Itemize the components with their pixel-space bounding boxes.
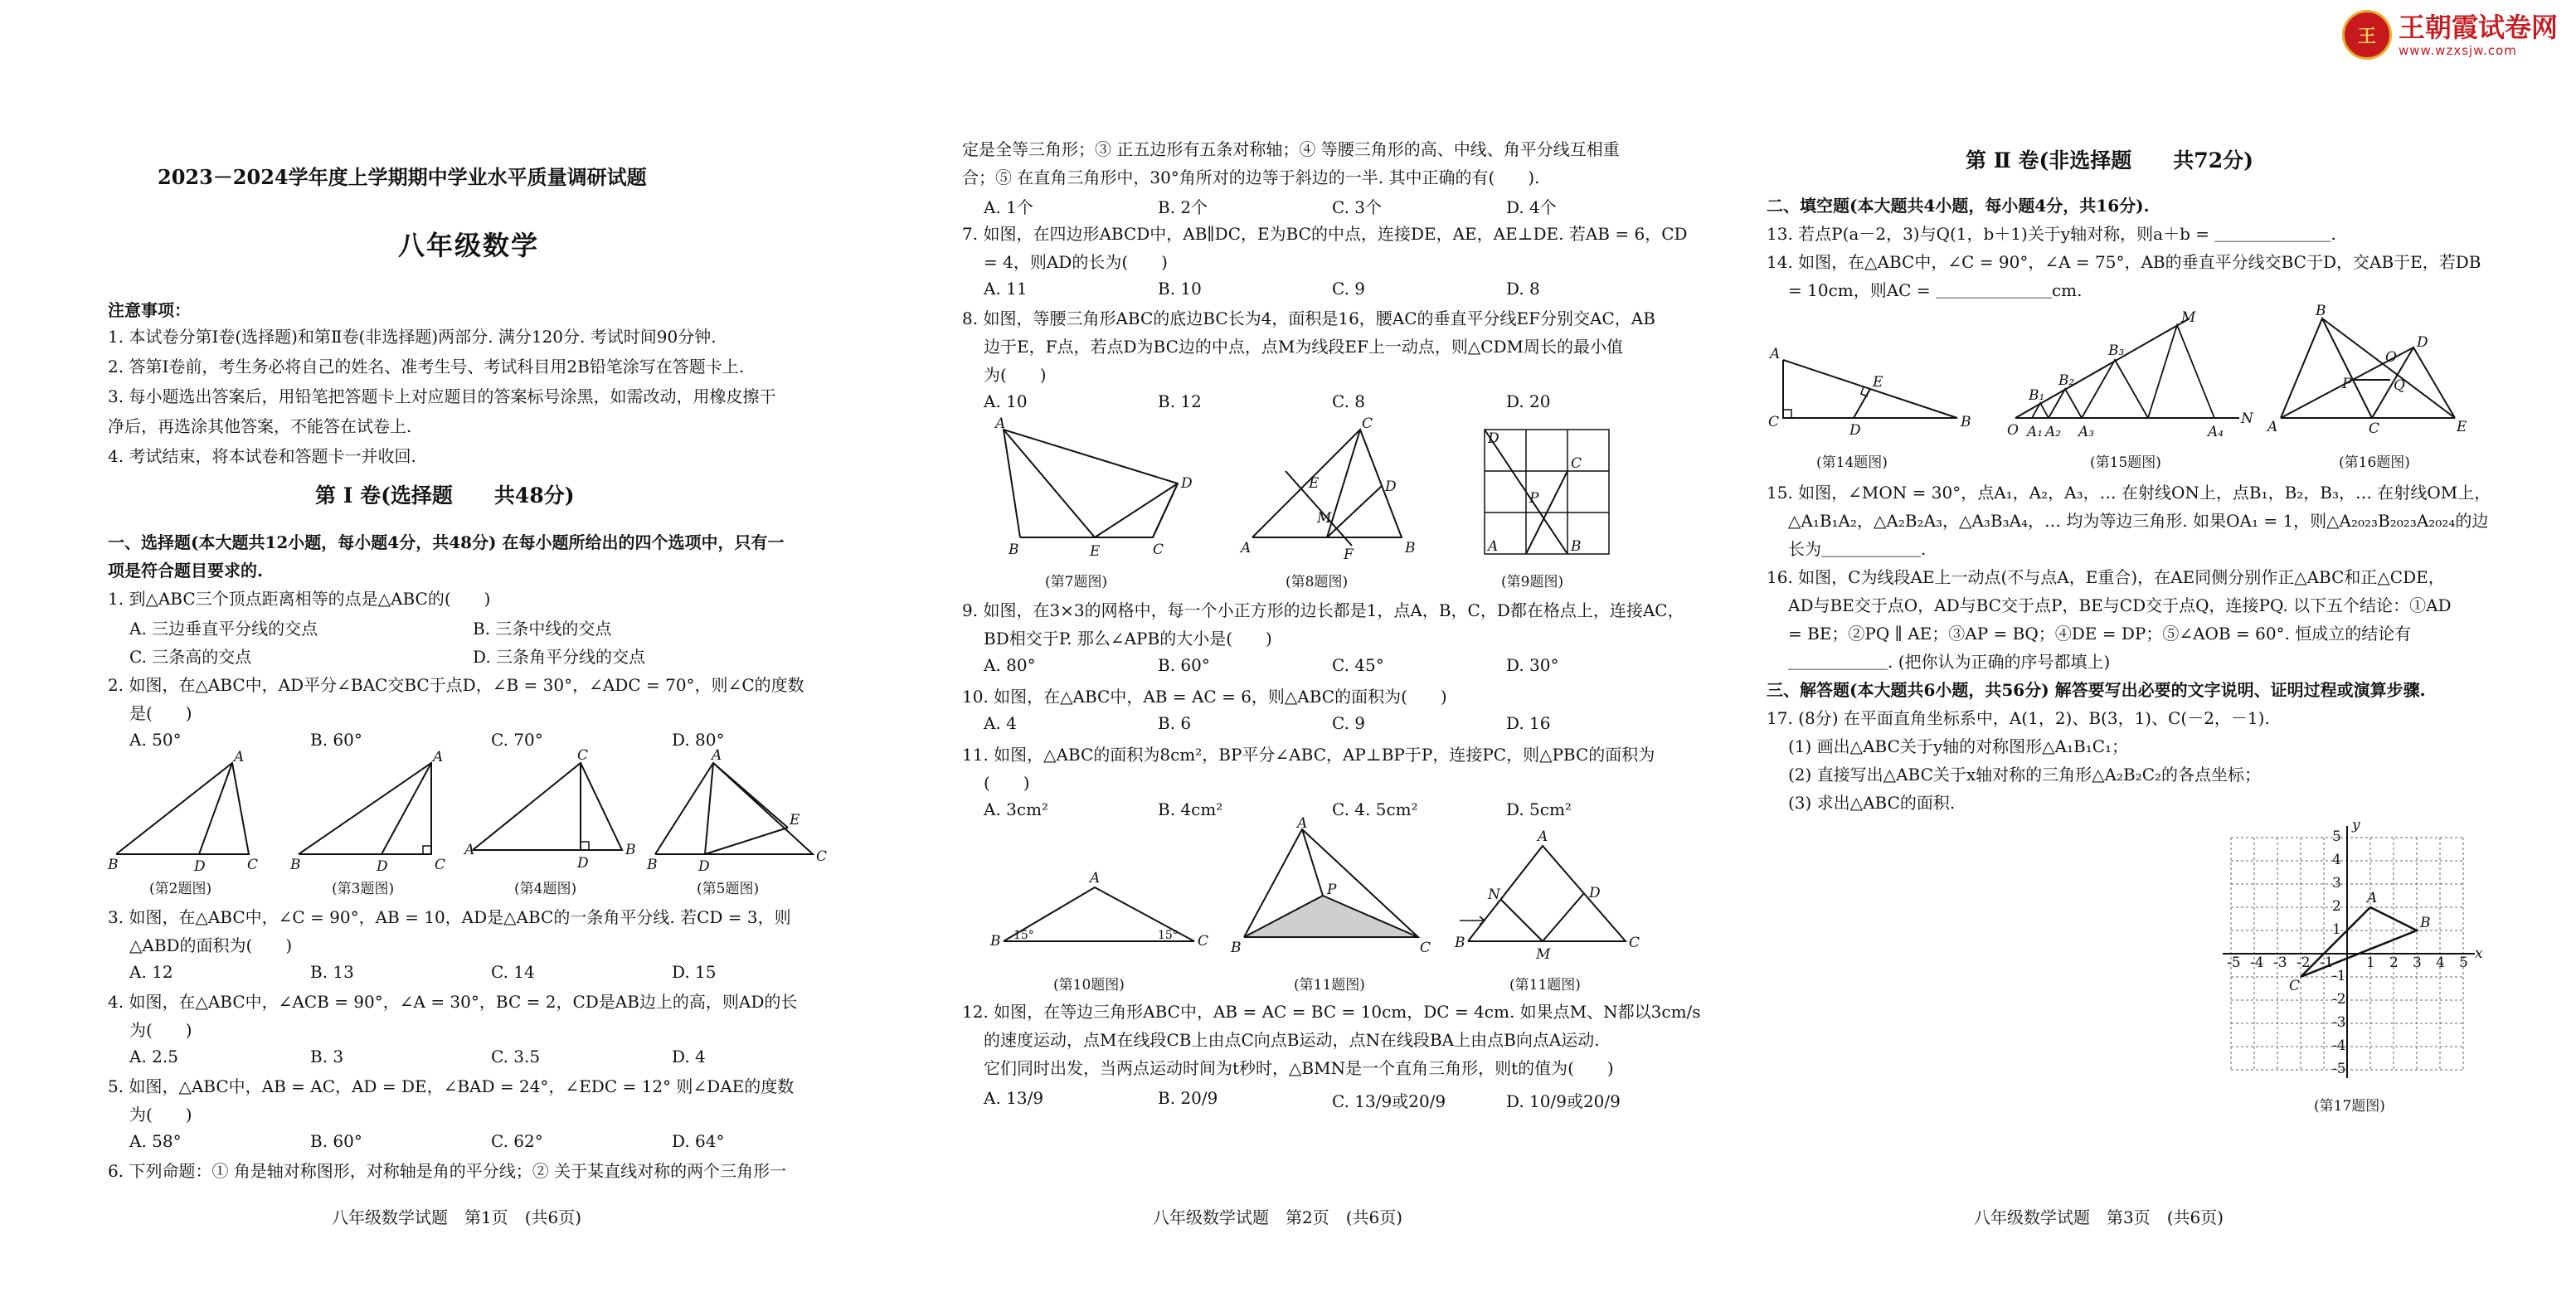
svg-text:-2: -2 [2297,955,2311,971]
svg-text:2: 2 [2389,955,2399,971]
svg-text:D: D [2417,334,2428,351]
q1-option-d: D. 三条角平分线的交点 [473,647,646,667]
page2-footer: 八年级数学试题 第2页 (共6页) [1153,1207,1403,1227]
angle-c-label: 15° [1158,929,1179,942]
q10-option-c: C. 9 [1332,713,1366,733]
fig15-caption: (第15题图) [2090,454,2161,471]
note-4: 4. 考试结束，将本试卷和答题卡一并收回. [108,446,416,466]
svg-text:1: 1 [2366,955,2375,971]
svg-text:A: A [1538,828,1548,845]
q9-stem-1: 9. 如图，在3×3的网格中，每一个小正方形的边长都是1，点A，B，C，D都在格点上，连接AC， [962,600,1684,620]
logo-badge-icon: 王 [2342,10,2392,60]
q12-option-b: B. 20/9 [1158,1088,1218,1108]
svg-text:C: C [1768,414,1780,430]
q7-option-b: B. 10 [1158,279,1202,299]
q17-part3: (3) 求出△ABC的面积. [1788,793,1956,813]
q9-option-a: A. 80° [984,655,1036,675]
q15-stem-2: △A₁B₁A₂，△A₂B₂A₃，△A₃B₃A₄，… 均为等边三角形. 如果OA₁ = 1，则△A₂₀₂₃B₂₀₂₃A₂₀₂₄的边 [1788,511,2489,531]
figure-q3 [290,749,456,882]
q8-stem-2: 边于E，F点，若点D为BC边的中点，点M为线段EF上一动点，则△CDM周长的最小值 [984,337,1624,357]
q6-stem-3: 合；⑤ 在直角三角形中，30°角所对的边等于斜边的一半. 其中正确的有( ). [962,168,1540,187]
logo-name: 王朝霞试卷网 [2398,12,2558,43]
figure-q15 [2007,310,2256,446]
svg-text:-3: -3 [2332,1014,2346,1031]
svg-text:A₁: A₁ [2027,424,2044,440]
svg-text:B: B [990,933,1001,950]
svg-text:D: D [1385,479,1397,495]
fig9-caption: (第9题图) [1501,574,1564,590]
q6-stem-2: 定是全等三角形；③ 正五边形有五条对称轴；④ 等腰三角形的高、中线、角平分线互相重 [962,139,1620,159]
q16-stem-4: ＿＿＿＿＿＿. (把你认为正确的序号都填上) [1788,652,2111,672]
svg-text:x: x [2475,945,2483,962]
svg-text:F: F [1344,547,1354,563]
svg-text:C: C [1420,940,1431,956]
q3-option-d: D. 15 [672,962,717,982]
fig17-caption: (第17题图) [2314,1098,2385,1115]
svg-text:C: C [435,857,446,873]
q5-option-a: A. 58° [129,1131,182,1151]
q17-part1: (1) 画出△ABC关于y轴的对称图形△A₁B₁C₁； [1788,736,2129,756]
q6-option-b: B. 2个 [1158,197,1208,217]
svg-text:E: E [2457,419,2467,435]
svg-text:B: B [1961,414,1971,430]
q3-option-c: C. 14 [491,962,535,982]
q7-option-c: C. 9 [1332,279,1366,299]
notes-title: 注意事项： [108,300,191,320]
svg-text:-4: -4 [2332,1037,2346,1054]
svg-text:5: 5 [2459,955,2468,971]
q5-option-c: C. 62° [491,1131,543,1151]
svg-text:-1: -1 [2332,968,2346,984]
q5-option-d: D. 64° [672,1131,725,1151]
svg-text:-3: -3 [2273,955,2287,971]
svg-text:M: M [1317,510,1332,527]
q8-stem-1: 8. 如图，等腰三角形ABC的底边BC长为4，面积是16，腰AC的垂直平分线EF分别交AC，AB [962,308,1655,328]
q4-option-c: C. 3.5 [491,1047,541,1066]
q2-stem-1: 2. 如图，在△ABC中，AD平分∠BAC交BC于点D，∠B = 30°，∠ADC = 70°，则∠C的度数 [108,675,804,695]
svg-text:D: D [577,855,589,872]
q6-option-d: D. 4个 [1506,197,1557,217]
part2-title: 第 Ⅱ 卷(非选择题 共72分) [1966,148,2253,172]
q5-stem-1: 5. 如图，△ABC中，AB = AC，AD = DE，∠BAD = 24°，∠EDC = 12° 则∠DAE的度数 [108,1076,795,1096]
part1-title: 第 Ⅰ 卷(选择题 共48分) [315,483,575,508]
svg-text:M: M [2181,309,2196,326]
q12-option-a: A. 13/9 [984,1088,1044,1108]
fig2-caption: (第2题图) [149,881,212,897]
q7-option-a: A. 11 [984,279,1028,299]
subject-title: 八年级数学 [398,230,540,261]
page3-footer: 八年级数学试题 第3页 (共6页) [1974,1207,2224,1227]
figure-q17 [2214,817,2483,1090]
q12-option-d: D. 10/9或20/9 [1506,1091,1621,1111]
svg-text:-5: -5 [2227,955,2241,971]
q4-stem-1: 4. 如图，在△ABC中，∠ACB = 90°，∠A = 30°，BC = 2，CD是AB边上的高，则AD的长 [108,992,798,1012]
svg-text:E: E [1873,374,1883,391]
svg-text:B: B [108,857,119,873]
figure-q5 [647,747,829,882]
svg-text:A: A [1090,870,1101,887]
svg-text:-4: -4 [2250,955,2264,971]
svg-text:A: A [1297,815,1308,832]
fig16-caption: (第16题图) [2339,454,2410,471]
svg-text:C: C [1362,415,1373,432]
svg-text:A: A [1488,538,1499,555]
q1-option-b: B. 三条中线的交点 [473,619,612,639]
q4-option-a: A. 2.5 [129,1047,178,1066]
fig8-caption: (第8题图) [1286,574,1349,590]
q4-option-b: B. 3 [310,1047,344,1066]
svg-text:D: D [1589,885,1601,901]
q7-stem-1: 7. 如图，在四边形ABCD中，AB∥DC，E为BC的中点，连接DE，AE，AE⊥DE. 若AB = 6，CD [962,224,1688,244]
logo-url: www.wzxsjw.com [2398,43,2517,58]
svg-text:P: P [1327,882,1337,898]
q9-option-c: C. 45° [1332,655,1384,675]
svg-text:A₂: A₂ [2045,424,2062,440]
q11-option-d: D. 5cm² [1506,799,1572,819]
svg-text:B₁: B₁ [2029,387,2045,404]
q12-stem-1: 12. 如图，在等边三角形ABC中，AB = AC = BC = 10cm，DC = 4cm. 如果点M、N都以3cm/s [962,1002,1701,1022]
q3-stem-1: 3. 如图，在△ABC中，∠C = 90°，AB = 10，AD是△ABC的一条角平分线. 若CD = 3，则 [108,907,791,927]
q12-stem-2: 的速度运动，点M在线段CB上由点C向点B运动，点N在线段BA上由点B向点A运动. [984,1030,1600,1050]
figure-q16 [2264,302,2480,446]
svg-text:C: C [1629,935,1640,951]
q16-stem-3: = BE；②PQ ∥ AE；③AP = BQ；④DE = DP；⑤∠AOB = 60°. 恒成立的结论有 [1788,624,2412,644]
fig11a-caption: (第11题图) [1294,977,1365,994]
fig14-caption: (第14题图) [1816,454,1888,471]
q2-option-b: B. 60° [310,730,362,750]
q13-stem: 13. 若点P(a－2，3)与Q(1，b＋1)关于y轴对称，则a＋b = ＿＿＿＿＿＿＿. [1767,224,2336,244]
figure-q8 [1236,415,1435,566]
q8-option-b: B. 12 [1158,391,1202,411]
svg-text:M: M [1536,946,1551,963]
svg-text:A: A [1770,346,1781,362]
q2-stem-2: 是( ) [129,703,192,723]
page1-footer: 八年级数学试题 第1页 (共6页) [332,1207,582,1227]
q2-option-a: A. 50° [129,730,182,750]
q10-option-a: A. 4 [984,713,1017,733]
q4-option-d: D. 4 [672,1047,706,1066]
svg-text:B: B [625,842,636,858]
svg-text:C: C [1571,455,1582,472]
q1-option-a: A. 三边垂直平分线的交点 [129,619,318,639]
figure-q2 [108,749,274,882]
svg-text:5: 5 [2332,828,2341,845]
svg-text:B: B [1231,940,1242,956]
note-3b: 净后，再选涂其他答案，不能答在试卷上. [108,416,412,436]
q11-stem-2: ( ) [984,773,1030,793]
section1-line1: 一、选择题(本大题共12小题，每小题4分，共48分) 在每小题所给出的四个选项中，只有一 [108,532,785,552]
q5-stem-2: 为( ) [129,1105,192,1125]
svg-text:A: A [2367,890,2378,906]
q3-option-a: A. 12 [129,962,173,982]
svg-text:D: D [1849,422,1861,439]
svg-text:B: B [2420,915,2431,931]
svg-text:-5: -5 [2332,1061,2346,1077]
svg-text:2: 2 [2332,898,2341,915]
q8-option-c: C. 8 [1332,391,1366,411]
q11-stem-1: 11. 如图，△ABC的面积为8cm²，BP平分∠ABC，AP⊥BP于P，连接PC，则△PBC的面积为 [962,745,1655,765]
q15-stem-1: 15. 如图，∠MON = 30°，点A₁，A₂，A₃，… 在射线ON上，点B₁，B₂，B₃，… 在射线OM上， [1767,483,2491,503]
q9-stem-2: BD相交于P. 那么∠APB的大小是( ) [984,629,1272,649]
q6-option-a: A. 1个 [984,197,1033,217]
note-3: 3. 每小题选出答案后，用铅笔把答题卡上对应题目的答案标号涂黑，如需改动，用橡皮擦干 [108,386,776,406]
q14-stem-1: 14. 如图，在△ABC中，∠C = 90°，∠A = 75°，AB的垂直平分线交BC于D，交AB于E，若DB [1767,252,2481,272]
q10-option-b: B. 6 [1158,713,1192,733]
q12-stem-3: 它们同时出发，当两点运动时间为t秒时，△BMN是一个直角三角形，则t的值为( ) [984,1058,1614,1078]
q2-option-c: C. 70° [491,730,543,750]
svg-text:B: B [1009,542,1019,558]
svg-text:A: A [2267,419,2278,435]
svg-text:D: D [377,858,388,875]
q1-option-c: C. 三条高的交点 [129,647,252,667]
q2-option-d: D. 80° [672,730,725,750]
section2-title: 二、填空题(本大题共4小题，每小题4分，共16分). [1767,196,2150,216]
svg-text:3: 3 [2332,875,2341,891]
q6-stem-1: 6. 下列命题：① 角是轴对称图形，对称轴是角的平分线；② 关于某直线对称的两个三角形一 [108,1161,787,1181]
svg-text:A: A [712,747,722,764]
q17-part2: (2) 直接写出△ABC关于x轴对称的三角形△A₂B₂C₂的各点坐标； [1788,765,2262,785]
q8-option-a: A. 10 [984,391,1028,411]
q3-stem-2: △ABD的面积为( ) [129,935,293,955]
svg-text:D: D [194,858,206,875]
figure-q4 [464,747,636,882]
q8-stem-3: 为( ) [984,365,1047,385]
q4-stem-2: 为( ) [129,1020,192,1040]
page-2 [962,0,1701,1302]
svg-text:O: O [2007,422,2019,439]
svg-text:C: C [816,848,828,865]
svg-text:B: B [1571,538,1582,555]
q9-option-d: D. 30° [1506,655,1559,675]
q7-stem-2: = 4，则AD的长为( ) [984,252,1168,272]
svg-text:3: 3 [2413,955,2422,971]
section1-line2: 项是符合题目要求的. [108,561,263,581]
exam-title: 2023－2024学年度上学期期中学业水平质量调研试题 [158,165,647,189]
angle-b-label: 15° [1013,929,1034,942]
figure-q9 [1476,421,1617,566]
section3-title: 三、解答题(本大题共6小题，共56分) 解答要写出必要的文字说明、证明过程或演算步骤. [1767,680,2426,700]
q5-option-b: B. 60° [310,1131,362,1151]
svg-text:E: E [1090,543,1101,560]
fig11b-caption: (第11题图) [1509,977,1581,994]
q10-option-d: D. 16 [1506,713,1551,733]
svg-text:A: A [1241,540,1252,556]
svg-text:E: E [1309,475,1320,492]
note-1: 1. 本试卷分第Ⅰ卷(选择题)和第Ⅱ卷(非选择题)两部分. 满分120分. 考试时间90分钟. [108,327,717,347]
q8-option-d: D. 20 [1506,391,1551,411]
svg-text:C: C [2369,420,2380,437]
q12-option-c: C. 13/9或20/9 [1332,1091,1446,1111]
svg-text:D: D [698,858,710,875]
svg-text:y: y [2352,817,2360,833]
svg-text:E: E [790,812,800,828]
note-2: 2. 答第Ⅰ卷前，考生务必将自己的姓名、准考生号、考试科目用2B铅笔涂写在答题卡上. [108,357,745,377]
figure-q11b [1451,829,1642,974]
svg-text:-2: -2 [2332,991,2346,1008]
q16-stem-1: 16. 如图，C为线段AE上一动点(不与点A，E重合)，在AE同侧分别作正△ABC和正△CDE， [1767,567,2445,587]
svg-text:C: C [577,747,589,764]
svg-text:B: B [1405,540,1416,556]
q9-option-b: B. 60° [1158,655,1210,675]
svg-text:B₂: B₂ [2058,372,2075,389]
svg-text:A₃: A₃ [2078,424,2095,440]
svg-text:4: 4 [2332,852,2341,868]
svg-text:A: A [995,415,1006,432]
svg-text:O: O [2385,349,2397,366]
svg-text:Q: Q [2394,377,2405,394]
fig7-caption: (第7题图) [1045,574,1108,590]
fig3-caption: (第3题图) [332,881,395,897]
fig5-caption: (第5题图) [697,881,760,897]
svg-text:4: 4 [2436,955,2445,971]
figure-q10 [987,829,1211,974]
svg-text:A₄: A₄ [2208,424,2224,440]
svg-text:A: A [464,842,475,858]
svg-text:D: D [1488,430,1499,447]
q11-option-a: A. 3cm² [984,799,1049,819]
fig4-caption: (第4题图) [514,881,577,897]
svg-text:N: N [2241,411,2253,427]
svg-text:P: P [1529,490,1539,507]
fig10-caption: (第10题图) [1053,977,1125,994]
svg-text:A: A [433,749,444,765]
svg-text:B: B [1455,935,1465,951]
svg-text:C: C [1198,933,1209,950]
q10-stem: 10. 如图，在△ABC中，AB = AC = 6，则△ABC的面积为( ) [962,687,1447,707]
q7-option-d: D. 8 [1506,279,1540,299]
q6-option-c: C. 3个 [1332,197,1383,217]
svg-text:P: P [2342,376,2352,392]
q16-stem-2: AD与BE交于点O，AD与BC交于点P，BE与CD交于点Q，连接PQ. 以下五个结论：①AD [1788,595,2452,615]
svg-text:C: C [247,857,259,873]
q17-stem: 17. (8分) 在平面直角坐标系中，A(1，2)、B(3，1)、C(－2，－1). [1767,708,2270,728]
q11-option-c: C. 4. 5cm² [1332,799,1418,819]
svg-text:B: B [290,857,301,873]
svg-text:-1: -1 [2320,955,2334,971]
page-3 [1767,0,2491,1302]
svg-text:A: A [234,749,245,765]
q14-stem-2: = 10cm，则AC = ＿＿＿＿＿＿＿cm. [1788,280,2083,300]
svg-text:B: B [2316,303,2326,319]
q15-stem-3: 长为＿＿＿＿＿＿. [1788,539,1927,559]
svg-text:B₃: B₃ [2108,343,2125,359]
q11-option-b: B. 4cm² [1158,799,1223,819]
svg-text:B: B [647,857,658,873]
svg-text:C: C [2289,978,2301,994]
q3-option-b: B. 13 [310,962,354,982]
figure-q7 [987,415,1203,566]
svg-text:N: N [1488,887,1500,903]
svg-text:D: D [1181,475,1193,492]
figure-q11a [1227,815,1435,974]
svg-text:1: 1 [2332,921,2341,938]
q1-stem: 1. 到△ABC三个顶点距离相等的点是△ABC的( ) [108,589,491,609]
page-1 [108,0,838,1302]
svg-text:C: C [1153,542,1164,558]
figure-q14 [1767,310,1982,446]
